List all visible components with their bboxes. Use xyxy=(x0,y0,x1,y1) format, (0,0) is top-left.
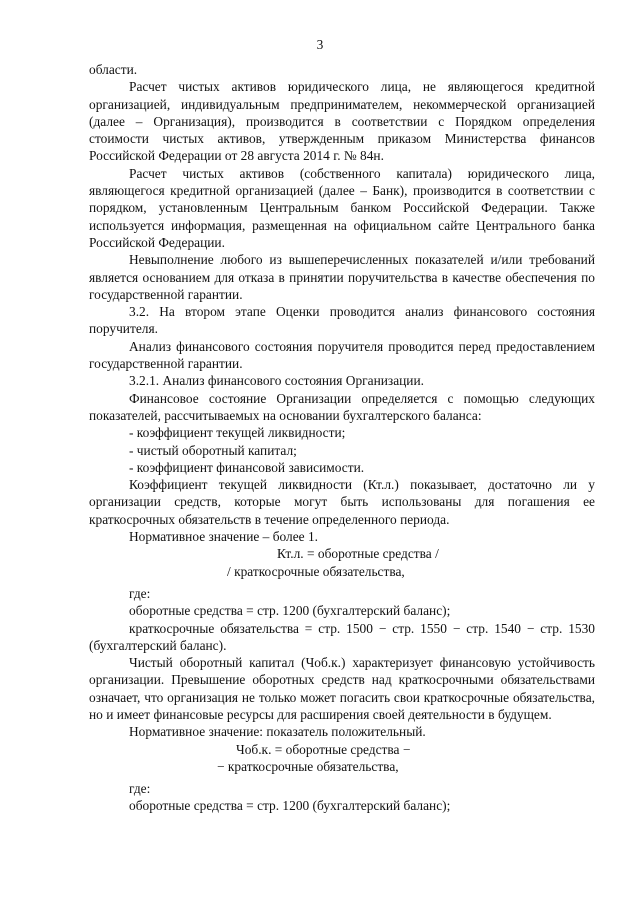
paragraph-continuation: области. xyxy=(89,62,138,77)
definition-current-assets-2: оборотные средства = стр. 1200 (бухгалтерский баланс); xyxy=(129,798,451,814)
page-number: 3 xyxy=(316,37,324,52)
paragraph-current-liquidity-definition: Коэффициент текущей ликвидности (Кт.л.) показывает, достаточно ли у организации средств, которые могут быть использованы для погашения ее краткосрочных обязательств в течение определенного периода. xyxy=(89,477,595,527)
list-item-current-liquidity: - коэффициент текущей ликвидности; xyxy=(129,425,346,441)
formula-ktl-line1: Кт.л. = оборотные средства / xyxy=(277,546,439,562)
list-item-net-working-capital: - чистый оборотный капитал; xyxy=(129,442,297,458)
where-label-1: где: xyxy=(129,585,151,601)
paragraph-failure-condition: Невыполнение любого из вышеперечисленных показателей и/или требований является основанием для отказа в принятии поручительства в качестве обеспечения по государственной гарантии. xyxy=(89,252,595,302)
paragraph-normative-value-1: Нормативное значение – более 1. xyxy=(129,529,318,545)
list-item-financial-dependence: - коэффициент финансовой зависимости. xyxy=(129,459,365,475)
paragraph-financial-state: Финансовое состояние Организации определяется с помощью следующих показателей, рассчитываемых на основании бухгалтерского баланса: xyxy=(89,390,595,423)
paragraph-net-working-capital-definition: Чистый оборотный капитал (Чоб.к.) характеризует финансовую устойчивость организации. Превышение оборотных средств над краткосрочными обязательствами означает, что организация не только может погасить свои краткосрочные обязательства, но и имеет финансовые ресурсы для расширения своей деятельности в будущем. xyxy=(89,655,595,722)
paragraph-net-assets-organization: Расчет чистых активов юридического лица, не являющегося кредитной организацией, индивидуальным предпринимателем, некоммерческой организацией (далее – Организация), производится в соответствии с Порядком определения стоимости чистых активов, утвержденным приказом Министерства финансов Российской Федерации от 28 августа 2014 г. № 84н. xyxy=(89,79,595,164)
paragraph-section-3-2: 3.2. На втором этапе Оценки проводится анализ финансового состояния поручителя. xyxy=(89,304,595,337)
paragraph-analysis-timing: Анализ финансового состояния поручителя проводится перед предоставлением государственной гарантии. xyxy=(89,338,595,372)
definition-short-term-liabilities: краткосрочные обязательства = стр. 1500 − стр. 1550 − стр. 1540 − стр. 1530 (бухгалтерский баланс). xyxy=(89,620,595,653)
formula-chobk-line1: Чоб.к. = оборотные средства − xyxy=(236,741,411,757)
formula-chobk-line2: − краткосрочные обязательства, xyxy=(217,758,399,774)
definition-current-assets-1: оборотные средства = стр. 1200 (бухгалтерский баланс); xyxy=(129,603,451,619)
paragraph-section-3-2-1: 3.2.1. Анализ финансового состояния Организации. xyxy=(129,373,424,389)
paragraph-net-assets-bank: Расчет чистых активов (собственного капитала) юридического лица, являющегося кредитной организацией (далее – Банк), производится в соответствии с порядком, установленным Центральным банком Российской Федерации. Также используется информация, размещенная на официальном сайте Центрального банка Российской Федерации. xyxy=(89,165,595,250)
paragraph-normative-value-2: Нормативное значение: показатель положительный. xyxy=(129,724,426,740)
document-body xyxy=(89,61,595,815)
where-label-2: где: xyxy=(129,781,151,797)
formula-ktl-line2: / краткосрочные обязательства, xyxy=(227,563,405,579)
